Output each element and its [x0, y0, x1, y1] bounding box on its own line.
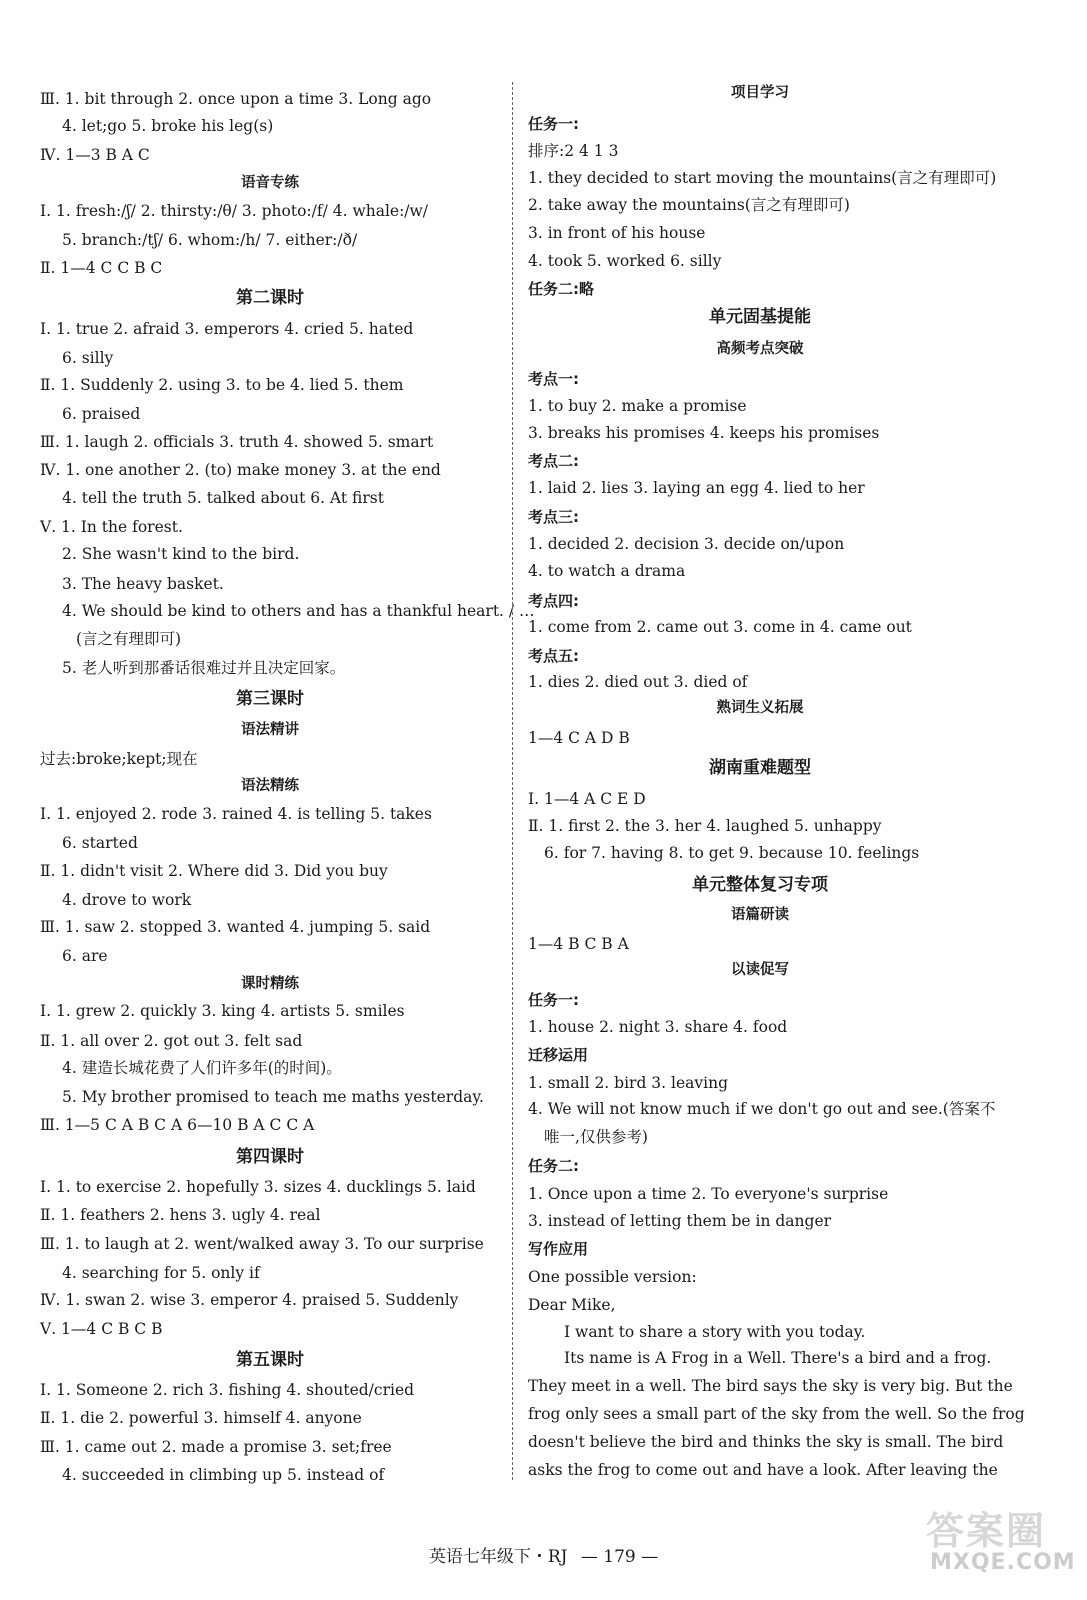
section-heading: 第三课时 [236, 689, 304, 709]
footer-subject: 英语七年级下・RJ [428, 1547, 568, 1567]
answer-line: Ⅲ. 1. came out 2. made a promise 3. set;free [40, 1438, 392, 1456]
answer-line: asks the frog to come out and have a look. After leaving the [528, 1461, 998, 1479]
answer-line: 1—4 B C B A [528, 935, 629, 953]
answer-line: 4. searching for 5. only if [62, 1264, 260, 1282]
answer-line: 1. small 2. bird 3. leaving [528, 1074, 729, 1092]
answer-line: 6. for 7. having 8. to get 9. because 10. feelings [544, 844, 920, 862]
answer-line: They meet in a well. The bird says the sky is very big. But the [528, 1377, 1013, 1395]
answer-line: Its name is A Frog in a Well. There's a bird and a frog. [564, 1349, 992, 1367]
answer-line: frog only sees a small part of the sky from the well. So the frog [528, 1405, 1025, 1423]
answer-line: Ⅳ. 1—3 B A C [40, 146, 150, 164]
subsection-heading: 课时精练 [241, 976, 299, 992]
answer-line: 6. are [62, 947, 108, 965]
answer-line: Ⅰ. 1. fresh:/ʃ/ 2. thirsty:/θ/ 3. photo:/f/ 4. whale:/w/ [40, 202, 429, 220]
subsection-heading: 以读促写 [731, 962, 789, 978]
answer-line: Ⅰ. 1—4 A C E D [528, 790, 646, 808]
task-label: 迁移运用 [528, 1046, 589, 1064]
answer-line: 3. instead of letting them be in danger [528, 1212, 832, 1230]
subsection-heading: 语法精练 [241, 778, 299, 794]
answer-line: One possible version: [528, 1268, 697, 1286]
section-heading: 单元固基提能 [709, 307, 811, 327]
answer-line: 排序:2 4 1 3 [528, 142, 619, 160]
page-number: — 179 — [580, 1547, 659, 1567]
answer-line: 4. took 5. worked 6. silly [528, 252, 722, 270]
answer-line: Ⅲ. 1—5 C A B C A 6—10 B A C C A [40, 1116, 315, 1134]
subsection-heading: 熟词生义拓展 [716, 700, 804, 716]
answer-line: (言之有理即可) [76, 630, 182, 648]
answer-line: 1. to buy 2. make a promise [528, 397, 747, 415]
answer-line: 1. laid 2. lies 3. laying an egg 4. lied to her [528, 479, 865, 497]
answer-line: Ⅱ. 1. feathers 2. hens 3. ugly 4. real [40, 1206, 321, 1224]
answer-line: 4. We will not know much if we don't go out and see.(答案不 [528, 1100, 996, 1118]
task-label: 写作应用 [528, 1240, 589, 1258]
task-label: 考点一: [528, 370, 579, 388]
answer-line: 4. let;go 5. broke his leg(s) [62, 117, 274, 135]
answer-line: Dear Mike, [528, 1296, 616, 1314]
answer-line: Ⅳ. 1. swan 2. wise 3. emperor 4. praised 5. Suddenly [40, 1291, 459, 1309]
answer-line: doesn't believe the bird and thinks the sky is small. The bird [528, 1433, 1004, 1451]
answer-line: 1. dies 2. died out 3. died of [528, 673, 748, 691]
subsection-heading: 高频考点突破 [716, 341, 804, 357]
answer-line: 4. succeeded in climbing up 5. instead of [62, 1466, 385, 1484]
column-divider [512, 82, 513, 1480]
answer-line: 4. to watch a drama [528, 562, 686, 580]
answer-line: Ⅱ. 1. didn't visit 2. Where did 3. Did you buy [40, 862, 388, 880]
answer-line: Ⅲ. 1. laugh 2. officials 3. truth 4. showed 5. smart [40, 433, 434, 451]
answer-line: 1. they decided to start moving the mountains(言之有理即可) [528, 169, 997, 187]
answer-line: 5. branch:/tʃ/ 6. whom:/h/ 7. either:/ð/ [62, 231, 358, 249]
task-label: 任务二: [528, 1157, 579, 1175]
answer-line: Ⅲ. 1. to laugh at 2. went/walked away 3. To our surprise [40, 1235, 484, 1253]
task-label: 任务二:略 [528, 280, 594, 298]
subsection-heading: 语法精讲 [241, 722, 299, 738]
answer-line: 1. come from 2. came out 3. come in 4. came out [528, 618, 912, 636]
answer-line: Ⅰ. 1. enjoyed 2. rode 3. rained 4. is telling 5. takes [40, 805, 432, 823]
answer-line: Ⅰ. 1. true 2. afraid 3. emperors 4. cried 5. hated [40, 320, 414, 338]
answer-line: 4. 建造长城花费了人们许多年(的时间)。 [62, 1059, 342, 1077]
section-heading: 湖南重难题型 [709, 758, 811, 778]
section-heading: 第二课时 [236, 288, 304, 308]
answer-line: 5. My brother promised to teach me maths yesterday. [62, 1088, 484, 1106]
answer-line: 6. started [62, 834, 138, 852]
answer-line: 4. drove to work [62, 891, 192, 909]
answer-line: Ⅰ. 1. grew 2. quickly 3. king 4. artists 5. smiles [40, 1002, 405, 1020]
subsection-heading: 项目学习 [731, 85, 789, 101]
task-label: 考点四: [528, 592, 579, 610]
answer-line: 3. The heavy basket. [62, 575, 224, 593]
answer-line: Ⅱ. 1. Suddenly 2. using 3. to be 4. lied 5. them [40, 376, 404, 394]
answer-line: Ⅲ. 1. saw 2. stopped 3. wanted 4. jumping 5. said [40, 918, 431, 936]
answer-line: 3. breaks his promises 4. keeps his promises [528, 424, 880, 442]
answer-line: Ⅲ. 1. bit through 2. once upon a time 3. Long ago [40, 90, 432, 108]
answer-line: 1—4 C A D B [528, 729, 630, 747]
answer-line: I want to share a story with you today. [564, 1323, 866, 1341]
answer-line: Ⅱ. 1. all over 2. got out 3. felt sad [40, 1032, 303, 1050]
answer-line: 5. 老人听到那番话很难过并且决定回家。 [62, 659, 346, 677]
answer-line: 6. silly [62, 349, 114, 367]
answer-line: Ⅱ. 1. die 2. powerful 3. himself 4. anyone [40, 1409, 362, 1427]
answer-line: 4. We should be kind to others and has a thankful heart. / … [62, 602, 535, 620]
answer-line: 3. in front of his house [528, 224, 706, 242]
section-heading: 单元整体复习专项 [692, 875, 828, 895]
answer-line: Ⅱ. 1—4 C C B C [40, 259, 163, 277]
answer-line: Ⅱ. 1. first 2. the 3. her 4. laughed 5. unhappy [528, 817, 882, 835]
answer-line: Ⅰ. 1. Someone 2. rich 3. fishing 4. shouted/cried [40, 1381, 415, 1399]
answer-line: 1. Once upon a time 2. To everyone's surprise [528, 1185, 889, 1203]
answer-line: Ⅴ. 1—4 C B C B [40, 1320, 163, 1338]
subsection-heading: 语音专练 [241, 175, 299, 191]
answer-line: 1. house 2. night 3. share 4. food [528, 1018, 788, 1036]
task-label: 考点五: [528, 647, 579, 665]
answer-line: Ⅰ. 1. to exercise 2. hopefully 3. sizes 4. ducklings 5. laid [40, 1178, 476, 1196]
section-heading: 第四课时 [236, 1147, 304, 1167]
answer-line: 2. She wasn't kind to the bird. [62, 545, 300, 563]
answer-line: 过去:broke;kept;现在 [40, 750, 198, 768]
answer-line: 6. praised [62, 405, 141, 423]
answer-line: 4. tell the truth 5. talked about 6. At first [62, 489, 384, 507]
watermark-logo-text: 答案圈 [926, 1509, 1047, 1553]
task-label: 考点三: [528, 508, 579, 526]
watermark-site-text: MXQE.COM [930, 1550, 1076, 1575]
section-heading: 第五课时 [236, 1350, 304, 1370]
task-label: 任务一: [528, 115, 579, 133]
answer-line: 2. take away the mountains(言之有理即可) [528, 196, 850, 214]
watermark-logo [920, 1500, 1076, 1580]
answer-line: Ⅳ. 1. one another 2. (to) make money 3. at the end [40, 461, 441, 479]
task-label: 任务一: [528, 991, 579, 1009]
task-label: 考点二: [528, 452, 579, 470]
subsection-heading: 语篇研读 [731, 907, 789, 923]
answer-line: 1. decided 2. decision 3. decide on/upon [528, 535, 845, 553]
answer-line: Ⅴ. 1. In the forest. [40, 518, 183, 536]
answer-line: 唯一,仅供参考) [544, 1128, 648, 1146]
